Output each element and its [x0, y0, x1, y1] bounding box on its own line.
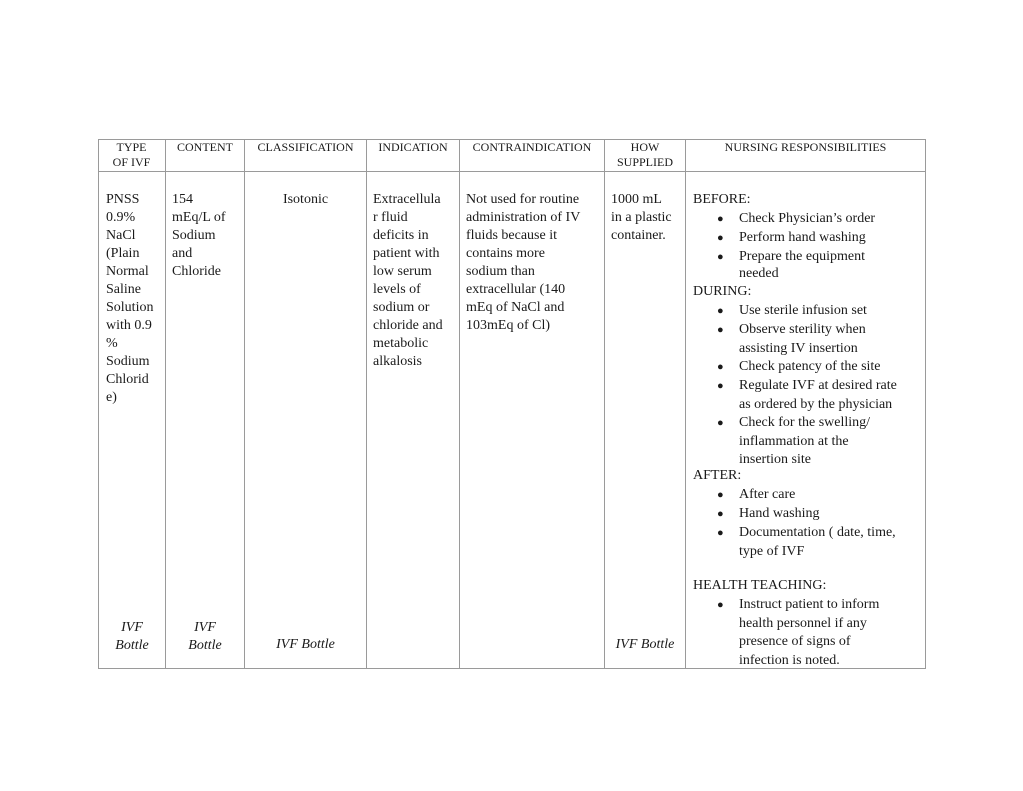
header-how-supplied: HOW SUPPLIED — [605, 139, 686, 172]
header-content: CONTENT — [166, 139, 245, 172]
bullet-icon: ● — [717, 489, 724, 501]
bullet-icon: ● — [717, 361, 724, 373]
list-item: ● Hand washing — [717, 505, 917, 524]
header-classification: CLASSIFICATION — [245, 139, 367, 172]
list-item: ● Documentation ( date, time, type of IVF — [717, 525, 896, 559]
bullet-icon: ● — [717, 380, 724, 392]
list-item: ● Instruct patient to inform health personnel if any presence of signs of infection is noted. — [717, 597, 880, 668]
bullet-icon: ● — [717, 324, 724, 336]
cell-type-of-ivf: PNSS 0.9% NaCl (Plain Normal Saline Solution with 0.9 % Sodium Chlorid e) — [106, 192, 154, 405]
list-item: ● Check for the swelling/ inflammation at the insertion site — [717, 415, 871, 467]
list-item: ● Regulate IVF at desired rate as ordered by the physician — [717, 378, 897, 412]
list-item: ● Perform hand washing — [717, 229, 917, 248]
bullet-icon: ● — [717, 251, 724, 263]
footer-classification-image-label: IVF Bottle — [276, 637, 335, 652]
column-divider — [604, 139, 605, 669]
bullet-icon: ● — [717, 213, 724, 225]
bullet-icon: ● — [717, 599, 724, 611]
bullet-icon: ● — [717, 508, 724, 520]
footer-how-supplied-image-label: IVF Bottle — [615, 637, 675, 652]
column-divider — [244, 139, 245, 669]
header-indication: INDICATION — [367, 139, 460, 172]
list-item: ● Check patency of the site — [717, 358, 917, 377]
footer-type-image-label: IVF Bottle — [115, 620, 149, 653]
cell-how-supplied: 1000 mL in a plastic container. — [611, 192, 672, 243]
cell-classification: Isotonic — [282, 192, 329, 207]
footer-content-image-label: IVF Bottle — [188, 620, 222, 653]
during-heading: DURING: — [693, 284, 752, 299]
list-item: ● Prepare the equipment needed — [717, 249, 865, 281]
cell-content: 154 mEq/L of Sodium and Chloride — [172, 192, 226, 279]
after-heading: AFTER: — [693, 468, 742, 483]
bullet-icon: ● — [717, 527, 724, 539]
before-heading: BEFORE: — [693, 192, 751, 207]
list-item: ● After care — [717, 486, 917, 505]
column-divider — [165, 139, 166, 669]
header-nursing-responsibilities: NURSING RESPONSIBILITIES — [724, 140, 887, 154]
list-item: ● Observe sterility when assisting IV insertion — [717, 322, 866, 356]
cell-contraindication: Not used for routine administration of IV fluids because it contains more sodium than extracellular (140 mEq of NaCl and 103mEq of Cl) — [466, 192, 581, 333]
column-divider — [366, 139, 367, 669]
cell-indication: Extracellula r fluid deficits in patient with low serum levels of sodium or chloride and metabolic alkalosis — [373, 192, 443, 369]
list-item: ● Check Physician’s order — [717, 210, 917, 229]
column-divider — [459, 139, 460, 669]
header-type: TYPE OF IVF — [98, 139, 166, 172]
bullet-icon: ● — [717, 232, 724, 244]
column-divider — [685, 139, 686, 669]
bullet-icon: ● — [717, 417, 724, 429]
health-teaching-heading: HEALTH TEACHING: — [693, 578, 827, 593]
bullet-icon: ● — [717, 305, 724, 317]
list-item: ● Use sterile infusion set — [717, 302, 917, 321]
header-contraindication: CONTRAINDICATION — [460, 139, 605, 172]
